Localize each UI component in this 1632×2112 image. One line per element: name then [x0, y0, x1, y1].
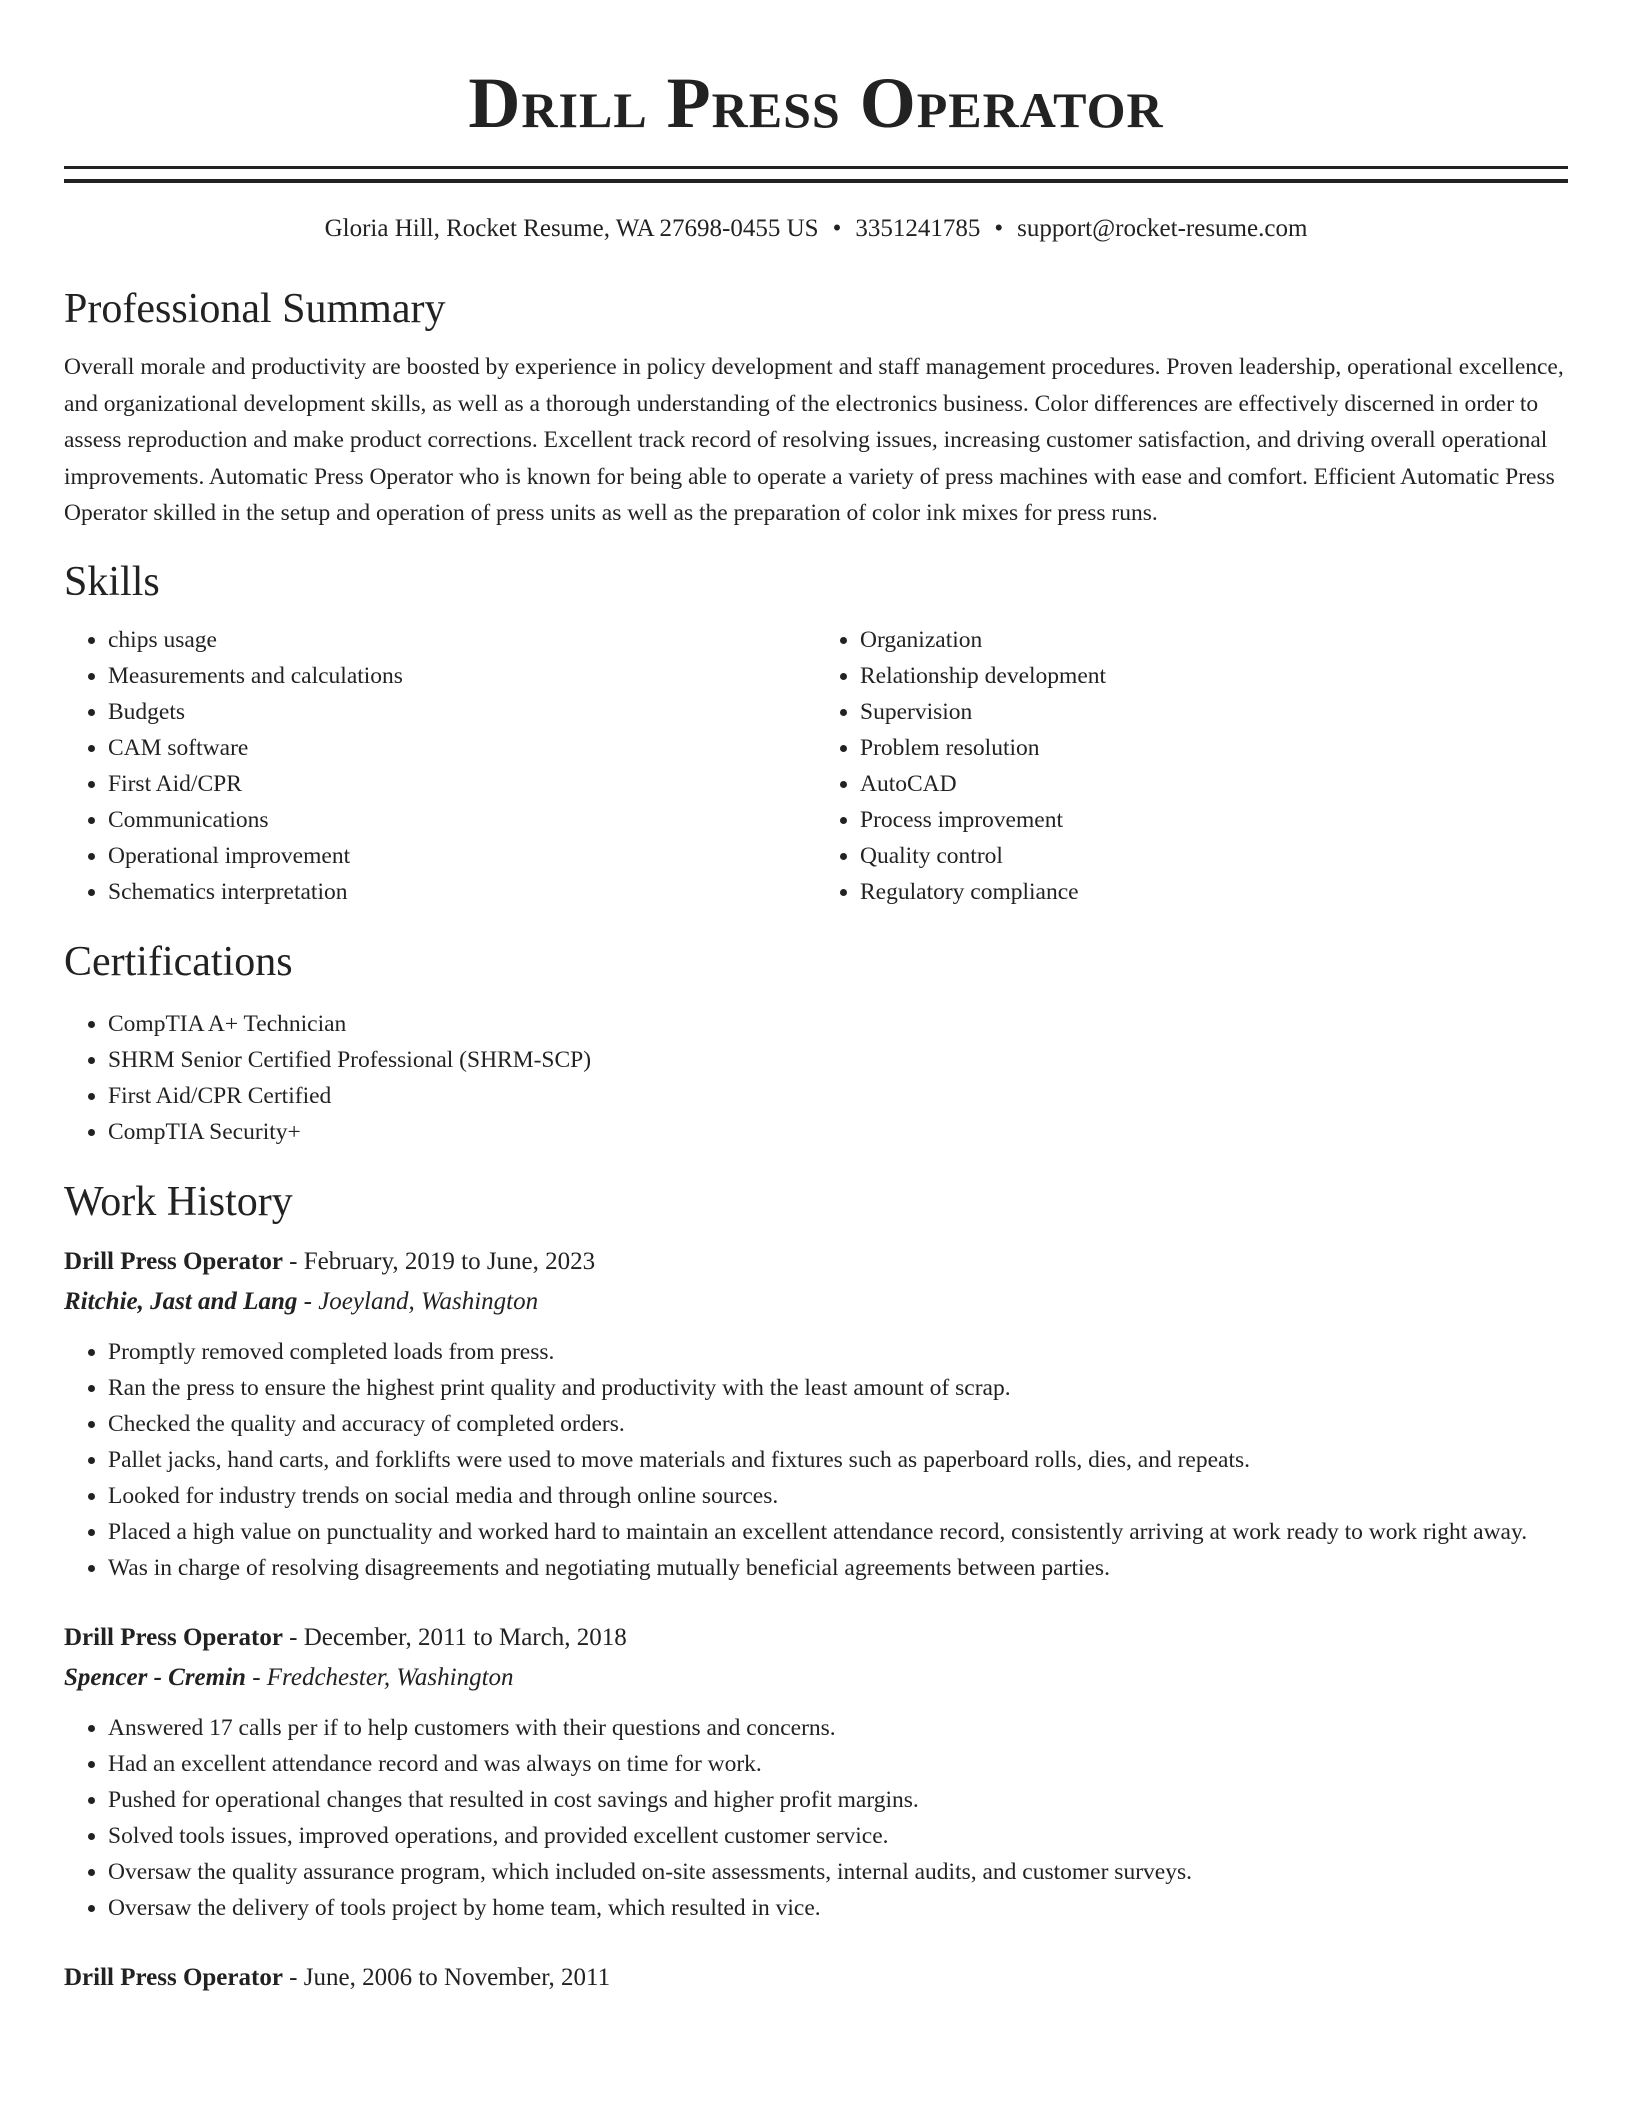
certifications-list — [64, 1006, 1568, 1150]
summary-text: Overall morale and productivity are boosted by experience in policy development and staff management procedures. Proven leadership, operational excellence, and organizational development skills, as well as a thorough understanding of the electronics business. Color differences are effectively discerned in order to assess reproduction and make product corrections. Excellent track record of resolving issues, increasing customer satisfaction, and driving overall operational improvements. Automatic Press Operator who is known for being able to operate a variety of press machines with ease and comfort. Efficient Automatic Press Operator skilled in the setup and operation of press units as well as the preparation of color ink mixes for press runs. — [64, 354, 1564, 526]
skill-item: • Supervision — [860, 694, 1568, 730]
skill-item: • chips usage — [108, 622, 816, 658]
job-entry — [64, 1246, 1568, 1586]
job-bullet: • Had an excellent attendance record and was always on time for work. — [108, 1746, 1568, 1782]
contact-phone: 3351241785 — [855, 215, 981, 242]
certification-item: • First Aid/CPR Certified — [108, 1078, 1568, 1114]
work-history-section — [64, 1176, 1568, 1994]
job-entry — [64, 1962, 1568, 1994]
job-location: Joeyland, Washington — [318, 1287, 539, 1315]
skill-item: • Measurements and calculations — [108, 658, 816, 694]
skills-list-left — [64, 622, 816, 910]
resume-page — [64, 0, 1568, 1994]
job-title: Drill Press Operator — [64, 1247, 283, 1275]
job-bullet: • Oversaw the delivery of tools project by home team, which resulted in vice. — [108, 1890, 1568, 1926]
job-bullet: • Checked the quality and accuracy of completed orders. — [108, 1406, 1568, 1442]
job-employer-line: Spencer - Cremin - Fredchester, Washington — [64, 1663, 514, 1691]
skill-item: • Process improvement — [860, 802, 1568, 838]
job-bullets — [64, 1710, 1568, 1926]
skill-item: • Communications — [108, 802, 816, 838]
summary-section — [64, 283, 1568, 532]
skill-item: • Organization — [860, 622, 1568, 658]
contact-line — [64, 213, 1568, 245]
title-double-rule — [64, 166, 1568, 183]
job-title-line: Drill Press Operator - December, 2011 to March, 2018 — [64, 1623, 627, 1651]
job-entry — [64, 1622, 1568, 1926]
skill-item: • Problem resolution — [860, 730, 1568, 766]
contact-separator: • — [832, 215, 842, 242]
job-bullets — [64, 1334, 1568, 1586]
contact-separator: • — [994, 215, 1004, 242]
job-dates: December, 2011 to March, 2018 — [303, 1623, 627, 1651]
job-bullet: • Ran the press to ensure the highest print quality and productivity with the least amount of scrap. — [108, 1370, 1568, 1406]
job-bullet: • Oversaw the quality assurance program, which included on-site assessments, internal audits, and customer surveys. — [108, 1854, 1568, 1890]
skill-item: • AutoCAD — [860, 766, 1568, 802]
certification-item: • CompTIA A+ Technician — [108, 1006, 1568, 1042]
certification-item: • CompTIA Security+ — [108, 1114, 1568, 1150]
job-title-line: Drill Press Operator - February, 2019 to June, 2023 — [64, 1247, 596, 1275]
skills-list-right — [816, 622, 1568, 910]
job-bullet: • Was in charge of resolving disagreements and negotiating mutually beneficial agreements between parties. — [108, 1550, 1568, 1586]
skill-item: • Operational improvement — [108, 838, 816, 874]
certification-item: • SHRM Senior Certified Professional (SHRM-SCP) — [108, 1042, 1568, 1078]
job-employer: Spencer - Cremin — [64, 1663, 246, 1691]
skill-item: • Schematics interpretation — [108, 874, 816, 910]
job-bullet: • Looked for industry trends on social media and through online sources. — [108, 1478, 1568, 1514]
skill-item: • Regulatory compliance — [860, 874, 1568, 910]
certifications-section — [64, 936, 1568, 1150]
job-title: Drill Press Operator — [64, 1623, 283, 1651]
summary-heading: Professional Summary — [64, 286, 446, 332]
skill-item: • Quality control — [860, 838, 1568, 874]
skill-item: • CAM software — [108, 730, 816, 766]
job-bullet: • Promptly removed completed loads from press. — [108, 1334, 1568, 1370]
job-title: Drill Press Operator — [64, 1963, 283, 1991]
job-bullet: • Solved tools issues, improved operations, and provided excellent customer service. — [108, 1818, 1568, 1854]
skill-item: • First Aid/CPR — [108, 766, 816, 802]
work-history-heading: Work History — [64, 1178, 293, 1225]
job-employer: Ritchie, Jast and Lang — [64, 1287, 298, 1315]
contact-address: Gloria Hill, Rocket Resume, WA 27698-0455 US — [324, 215, 819, 242]
job-bullet: • Pushed for operational changes that resulted in cost savings and higher profit margins. — [108, 1782, 1568, 1818]
skills-heading: Skills — [64, 558, 160, 605]
skills-section — [64, 556, 1568, 910]
skills-columns — [64, 622, 1568, 910]
job-title-line: Drill Press Operator - June, 2006 to November, 2011 — [64, 1963, 611, 1991]
job-employer-line: Ritchie, Jast and Lang - Joeyland, Washington — [64, 1287, 539, 1315]
job-bullet: • Placed a high value on punctuality and worked hard to maintain an excellent attendance record, consistently arriving at work ready to work right away. — [108, 1514, 1568, 1550]
job-bullet: • Pallet jacks, hand carts, and forklifts were used to move materials and fixtures such as paperboard rolls, dies, and repeats. — [108, 1442, 1568, 1478]
skill-item: • Relationship development — [860, 658, 1568, 694]
certifications-heading: Certifications — [64, 938, 293, 985]
resume-title: Drill Press Operator — [468, 63, 1164, 143]
skill-item: • Budgets — [108, 694, 816, 730]
job-location: Fredchester, Washington — [266, 1663, 514, 1691]
job-dates: June, 2006 to November, 2011 — [303, 1963, 611, 1991]
contact-email: support@rocket-resume.com — [1017, 215, 1308, 242]
job-dates: February, 2019 to June, 2023 — [303, 1247, 596, 1275]
job-bullet: • Answered 17 calls per if to help customers with their questions and concerns. — [108, 1710, 1568, 1746]
